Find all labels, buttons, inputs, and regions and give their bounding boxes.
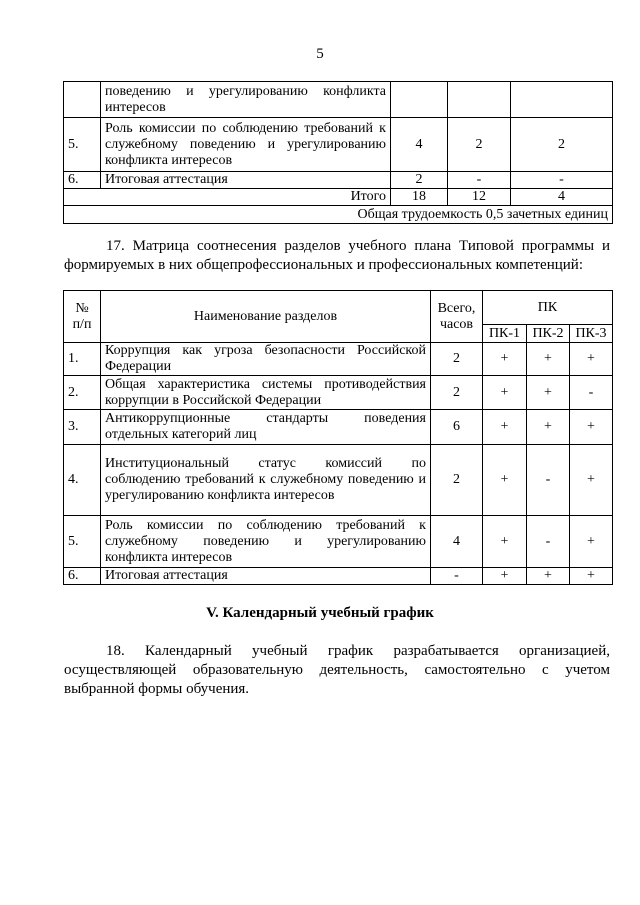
row-number: 5. bbox=[64, 118, 101, 172]
pk2-mark: - bbox=[527, 516, 570, 568]
row-number: 2. bbox=[64, 376, 101, 410]
pk1-mark: + bbox=[483, 568, 527, 585]
row-number: 1. bbox=[64, 343, 101, 376]
header-row bbox=[64, 291, 613, 325]
section-name: Институциональный статус комиссий по соблюдению требований к служебному поведению и урегулированию конфликта интересов bbox=[101, 445, 431, 516]
section-name: Роль комиссии по соблюдению требований к служебному поведению и урегулированию конфликта интересов bbox=[101, 118, 391, 172]
table-row bbox=[64, 516, 613, 568]
pk2-mark: + bbox=[527, 410, 570, 445]
table-row bbox=[64, 82, 613, 118]
hours-table bbox=[63, 81, 613, 224]
section-name: Итоговая аттестация bbox=[101, 568, 431, 585]
total-lecture: 12 bbox=[448, 189, 511, 206]
hours: - bbox=[431, 568, 483, 585]
table-row bbox=[64, 410, 613, 445]
total-practice: 4 bbox=[511, 189, 613, 206]
table-row bbox=[64, 172, 613, 189]
row-number: 6. bbox=[64, 568, 101, 585]
pk2-mark: + bbox=[527, 376, 570, 410]
pk1-mark: + bbox=[483, 376, 527, 410]
hours: 6 bbox=[431, 410, 483, 445]
total-label: Итого bbox=[64, 189, 391, 206]
pk2-mark: - bbox=[527, 445, 570, 516]
hours: 2 bbox=[431, 376, 483, 410]
pk3-mark: + bbox=[570, 410, 613, 445]
hours-lecture: 2 bbox=[448, 118, 511, 172]
hours-practice: - bbox=[511, 172, 613, 189]
table-row bbox=[64, 376, 613, 410]
table-row bbox=[64, 118, 613, 172]
header-total: Всего, часов bbox=[431, 291, 483, 343]
pk1-mark: + bbox=[483, 516, 527, 568]
pk3-mark: + bbox=[570, 568, 613, 585]
paragraph-17: 17. Матрица соотнесения разделов учебного плана Типовой программы и формируемых в них общепрофессиональных и профессиональных компетенций: bbox=[64, 238, 610, 273]
section-name: Общая характеристика системы противодействия коррупции в Российской Федерации bbox=[101, 376, 431, 410]
pk2-mark: + bbox=[527, 568, 570, 585]
pk3-mark: + bbox=[570, 343, 613, 376]
header-num: № п/п bbox=[64, 291, 101, 343]
pk3-mark: + bbox=[570, 445, 613, 516]
header-pk1: ПК-1 bbox=[483, 325, 527, 343]
hours-total: 4 bbox=[391, 118, 448, 172]
row-number: 3. bbox=[64, 410, 101, 445]
row-number bbox=[64, 82, 101, 118]
hours-lecture bbox=[448, 82, 511, 118]
hours-total: 2 bbox=[391, 172, 448, 189]
workload-row bbox=[64, 206, 613, 224]
total-workload: Общая трудоемкость 0,5 зачетных единиц bbox=[64, 206, 613, 224]
table-row bbox=[64, 445, 613, 516]
header-pk2: ПК-2 bbox=[527, 325, 570, 343]
header-name: Наименование разделов bbox=[101, 291, 431, 343]
section-name: Роль комиссии по соблюдению требований к служебному поведению и урегулированию конфликта интересов bbox=[101, 516, 431, 568]
table-row bbox=[64, 343, 613, 376]
hours-total bbox=[391, 82, 448, 118]
hours: 2 bbox=[431, 445, 483, 516]
pk1-mark: + bbox=[483, 343, 527, 376]
pk2-mark: + bbox=[527, 343, 570, 376]
header-pk: ПК bbox=[483, 291, 613, 325]
page-number: 5 bbox=[316, 46, 324, 62]
section-name: Коррупция как угроза безопасности Российской Федерации bbox=[101, 343, 431, 376]
hours: 4 bbox=[431, 516, 483, 568]
section-name: Антикоррупционные стандарты поведения отдельных категорий лиц bbox=[101, 410, 431, 445]
hours-practice: 2 bbox=[511, 118, 613, 172]
total-hours: 18 bbox=[391, 189, 448, 206]
pk1-mark: + bbox=[483, 410, 527, 445]
header-pk3: ПК-3 bbox=[570, 325, 613, 343]
hours-lecture: - bbox=[448, 172, 511, 189]
section-name: поведению и урегулированию конфликта интересов bbox=[101, 82, 391, 118]
row-number: 4. bbox=[64, 445, 101, 516]
pk1-mark: + bbox=[483, 445, 527, 516]
row-number: 5. bbox=[64, 516, 101, 568]
section-name: Итоговая аттестация bbox=[101, 172, 391, 189]
section-heading: V. Календарный учебный график bbox=[206, 605, 434, 621]
pk3-mark: + bbox=[570, 516, 613, 568]
total-row bbox=[64, 189, 613, 206]
hours-practice bbox=[511, 82, 613, 118]
table-row bbox=[64, 568, 613, 585]
competency-matrix-table bbox=[63, 290, 613, 585]
hours: 2 bbox=[431, 343, 483, 376]
pk3-mark: - bbox=[570, 376, 613, 410]
row-number: 6. bbox=[64, 172, 101, 189]
paragraph-18: 18. Календарный учебный график разрабатывается организацией, осуществляющей образовательную деятельность, самостоятельно с учетом выбранной формы обучения. bbox=[64, 643, 610, 697]
